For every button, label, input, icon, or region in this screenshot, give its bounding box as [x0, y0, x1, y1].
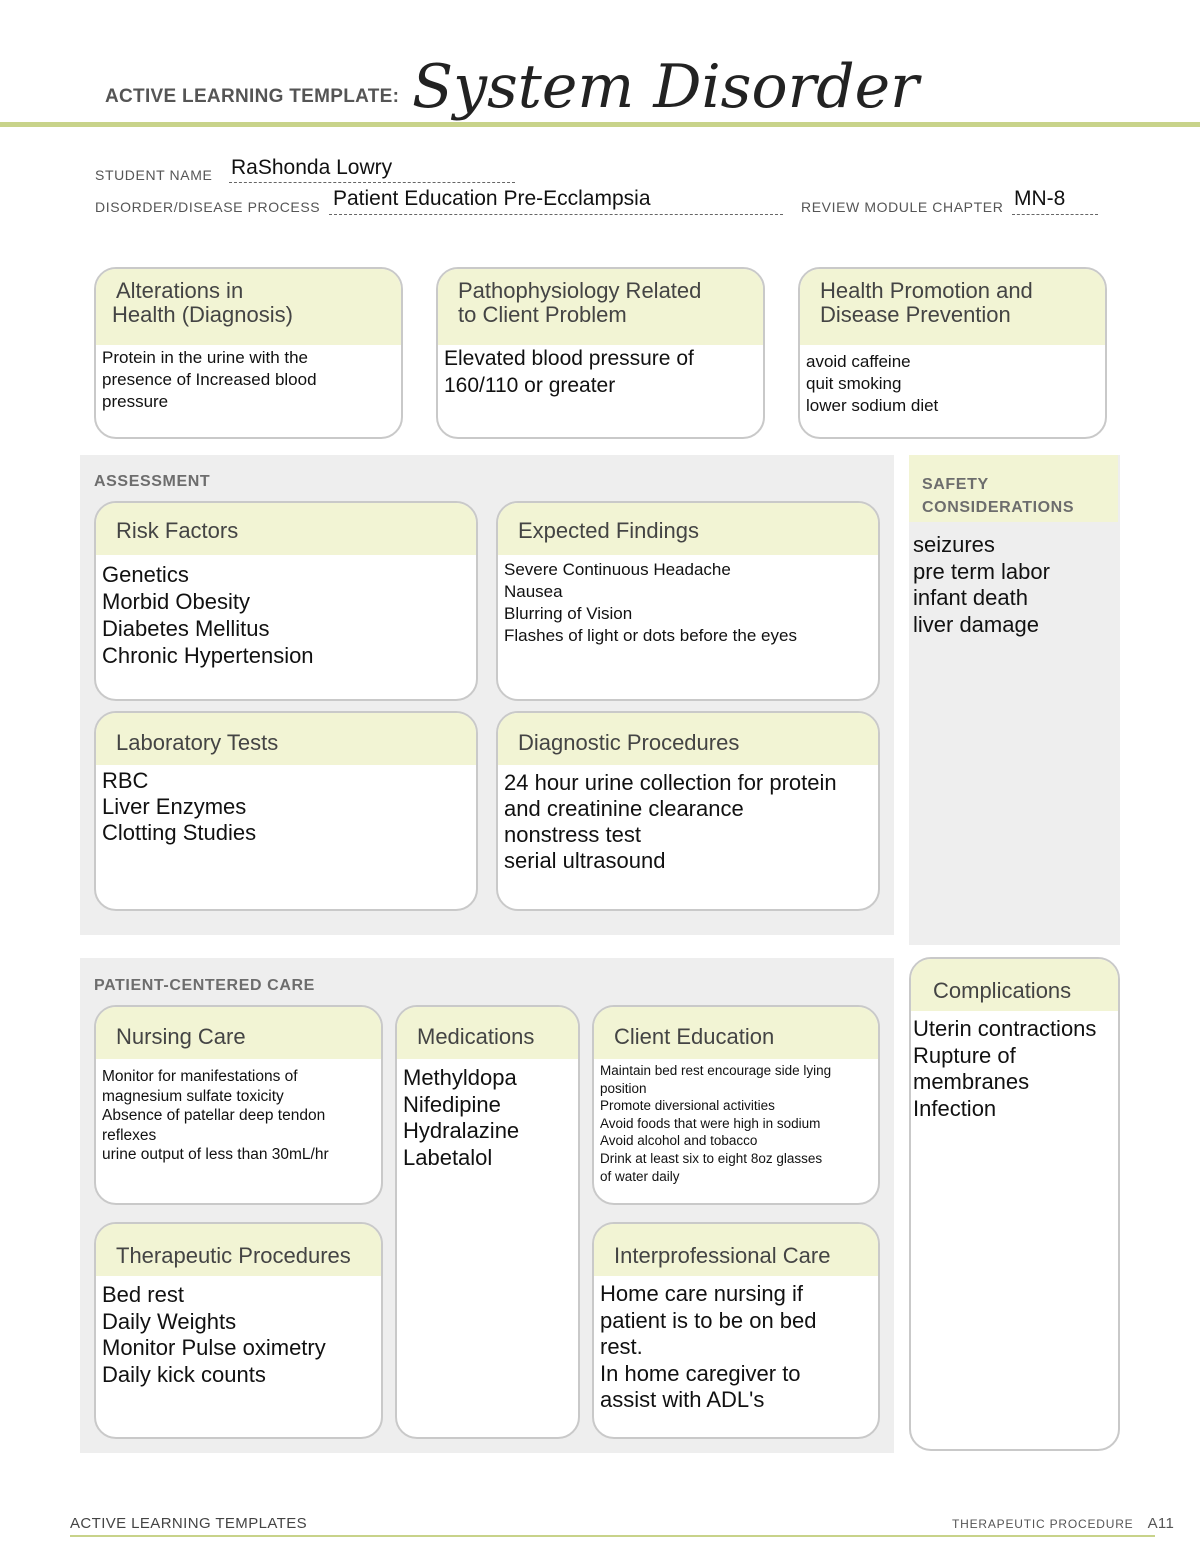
medications-line: Nifedipine [403, 1091, 501, 1117]
complications-line: Uterin contractions [913, 1016, 1097, 1041]
safety-section [909, 455, 1120, 945]
safety-line: pre term labor [913, 558, 1050, 584]
alterations-body [96, 345, 401, 417]
health-promotion-box [798, 267, 1107, 439]
therapeutic-procedures-line: Daily kick counts [102, 1361, 266, 1387]
disorder-field[interactable] [329, 187, 783, 215]
complications-body [911, 1011, 1118, 1126]
interprofessional-care-box [592, 1222, 880, 1439]
footer-page: A11 [1147, 1515, 1175, 1532]
pathophysiology-box [436, 267, 765, 439]
medications-header [397, 1007, 578, 1059]
risk-factors-box [94, 501, 478, 701]
diagnostic-procedures-line: serial ultrasound [504, 848, 666, 873]
complications-title: Complications [933, 978, 1072, 1003]
safety-title-2: CONSIDERATIONS [922, 499, 1075, 516]
interprofessional-care-title: Interprofessional Care [614, 1243, 831, 1268]
health-promotion-title-2: Disease Prevention [820, 302, 1011, 327]
lab-tests-line: Liver Enzymes [102, 794, 247, 819]
complications-box [909, 957, 1120, 1451]
therapeutic-procedures-body [96, 1276, 381, 1392]
safety-header [909, 455, 1118, 522]
interprofessional-care-body [594, 1276, 878, 1418]
alterations-title-1: Alterations in [116, 278, 244, 303]
therapeutic-procedures-line: Daily Weights [102, 1308, 237, 1334]
pathophysiology-title-2: to Client Problem [458, 302, 627, 327]
expected-findings-line: Blurring of Vision [504, 604, 633, 623]
alterations-header [96, 269, 401, 345]
therapeutic-procedures-line: Monitor Pulse oximetry [102, 1335, 326, 1360]
lab-tests-header [96, 713, 476, 765]
alterations-line: Protein in the urine with the [102, 348, 309, 367]
chapter-field[interactable] [1012, 187, 1098, 215]
health-promotion-line: lower sodium diet [806, 396, 939, 415]
complications-line: Rupture of [913, 1042, 1016, 1068]
student-name-value: RaShonda Lowry [231, 156, 393, 179]
medications-line: Methyldopa [403, 1065, 517, 1090]
chapter-value: MN-8 [1014, 187, 1066, 210]
interprofessional-care-line: Home care nursing if [600, 1281, 803, 1306]
risk-factors-line: Chronic Hypertension [102, 643, 314, 668]
diagnostic-procedures-line: and creatinine clearance [504, 796, 744, 821]
client-education-line: Maintain bed rest encourage side lying [600, 1063, 832, 1078]
expected-findings-line: Severe Continuous Headache [504, 560, 731, 579]
nursing-care-line: urine output of less than 30mL/hr [102, 1146, 329, 1163]
health-promotion-line: quit smoking [806, 374, 902, 393]
complications-line: membranes [913, 1069, 1030, 1094]
risk-factors-line: Diabetes Mellitus [102, 616, 270, 641]
footer-divider [70, 1535, 1155, 1537]
pathophysiology-body [438, 345, 763, 403]
expected-findings-body [498, 555, 878, 651]
client-education-header [594, 1007, 878, 1059]
expected-findings-header [498, 503, 878, 555]
expected-findings-line: Nausea [504, 582, 563, 601]
pathophysiology-title-1: Pathophysiology Related [458, 278, 702, 303]
diagnostic-procedures-body [498, 765, 878, 878]
client-education-box [592, 1005, 880, 1205]
health-promotion-header [800, 269, 1105, 345]
expected-findings-title: Expected Findings [518, 518, 699, 543]
therapeutic-procedures-title: Therapeutic Procedures [116, 1243, 351, 1268]
risk-factors-line: Genetics [102, 562, 189, 587]
nursing-care-line: reflexes [102, 1126, 157, 1144]
nursing-care-line: magnesium sulfate toxicity [102, 1087, 284, 1105]
risk-factors-title: Risk Factors [116, 518, 239, 543]
medications-box [395, 1005, 580, 1439]
nursing-care-line: Monitor for manifestations of [102, 1068, 298, 1085]
patient-care-title: PATIENT-CENTERED CARE [94, 977, 315, 994]
page-title: System Disorder [412, 52, 919, 122]
lab-tests-box [94, 711, 478, 911]
safety-line: infant death [913, 585, 1028, 610]
disorder-label: DISORDER/DISEASE PROCESS [95, 199, 321, 215]
therapeutic-procedures-line: Bed rest [102, 1282, 184, 1307]
nursing-care-box [94, 1005, 383, 1205]
risk-factors-header [96, 503, 476, 555]
student-name-field[interactable] [229, 156, 515, 183]
health-promotion-body [800, 345, 1105, 421]
nursing-care-header [96, 1007, 381, 1059]
safety-title [922, 473, 1074, 519]
medications-line: Hydralazine [403, 1118, 520, 1143]
diagnostic-procedures-line: 24 hour urine collection for protein [504, 770, 837, 795]
template-label: ACTIVE LEARNING TEMPLATE: [105, 86, 400, 107]
complications-header [911, 959, 1118, 1011]
alterations-line: presence of Increased blood [102, 370, 317, 389]
interprofessional-care-line: In home caregiver to [600, 1360, 801, 1386]
chapter-label: REVIEW MODULE CHAPTER [801, 199, 1004, 215]
lab-tests-line: RBC [102, 768, 149, 793]
header-divider [0, 122, 1200, 127]
disorder-value: Patient Education Pre-Ecclampsia [333, 187, 651, 210]
diagnostic-procedures-header [498, 713, 878, 765]
safety-line: liver damage [913, 611, 1039, 637]
medications-line: Labetalol [403, 1144, 493, 1170]
interprofessional-care-line: assist with ADL's [600, 1387, 765, 1412]
interprofessional-care-header [594, 1224, 878, 1276]
pathophysiology-header [438, 269, 763, 345]
client-education-line: Promote diversional activities [600, 1098, 775, 1114]
student-name-label: STUDENT NAME [95, 167, 213, 183]
client-education-title: Client Education [614, 1024, 775, 1049]
health-promotion-title-1: Health Promotion and [820, 278, 1033, 303]
client-education-line: position [600, 1080, 647, 1096]
diagnostic-procedures-title: Diagnostic Procedures [518, 730, 740, 755]
interprofessional-care-line: rest. [600, 1334, 643, 1359]
client-education-line: Avoid foods that were high in sodium [600, 1115, 821, 1131]
health-promotion-line: avoid caffeine [806, 352, 911, 371]
nursing-care-body [96, 1059, 381, 1169]
safety-title-1: SAFETY [922, 476, 989, 493]
therapeutic-procedures-header [96, 1224, 381, 1276]
nursing-care-line: Absence of patellar deep tendon [102, 1107, 326, 1124]
medications-title: Medications [417, 1024, 535, 1049]
lab-tests-title: Laboratory Tests [116, 730, 279, 755]
diagnostic-procedures-box [496, 711, 880, 911]
client-education-line: of water daily [600, 1168, 680, 1184]
pathophysiology-line: Elevated blood pressure of [444, 347, 694, 370]
risk-factors-body [96, 555, 476, 673]
footer-section: THERAPEUTIC PROCEDURE [952, 1517, 1134, 1531]
footer-left: ACTIVE LEARNING TEMPLATES [70, 1515, 307, 1532]
expected-findings-box [496, 501, 880, 701]
client-education-body [594, 1059, 878, 1189]
complications-line: Infection [913, 1095, 997, 1121]
interprofessional-care-line: patient is to be on bed [600, 1307, 817, 1333]
safety-body [913, 532, 1050, 638]
assessment-title: ASSESSMENT [94, 473, 211, 490]
lab-tests-body [96, 765, 476, 850]
alterations-title-2: Health (Diagnosis) [112, 302, 293, 327]
medications-body [397, 1059, 578, 1175]
therapeutic-procedures-box [94, 1222, 383, 1439]
client-education-line: Avoid alcohol and tobacco [600, 1133, 758, 1149]
risk-factors-line: Morbid Obesity [102, 589, 250, 614]
diagnostic-procedures-line: nonstress test [504, 822, 641, 847]
nursing-care-title: Nursing Care [116, 1024, 246, 1049]
alterations-box [94, 267, 403, 439]
expected-findings-line: Flashes of light or dots before the eyes [504, 626, 797, 645]
safety-line: seizures [913, 532, 995, 557]
alterations-line: pressure [102, 392, 169, 411]
lab-tests-line: Clotting Studies [102, 820, 257, 845]
client-education-line: Drink at least six to eight 8oz glasses [600, 1150, 823, 1166]
footer-right [952, 1515, 1174, 1532]
pathophysiology-line: 160/110 or greater [444, 374, 616, 397]
